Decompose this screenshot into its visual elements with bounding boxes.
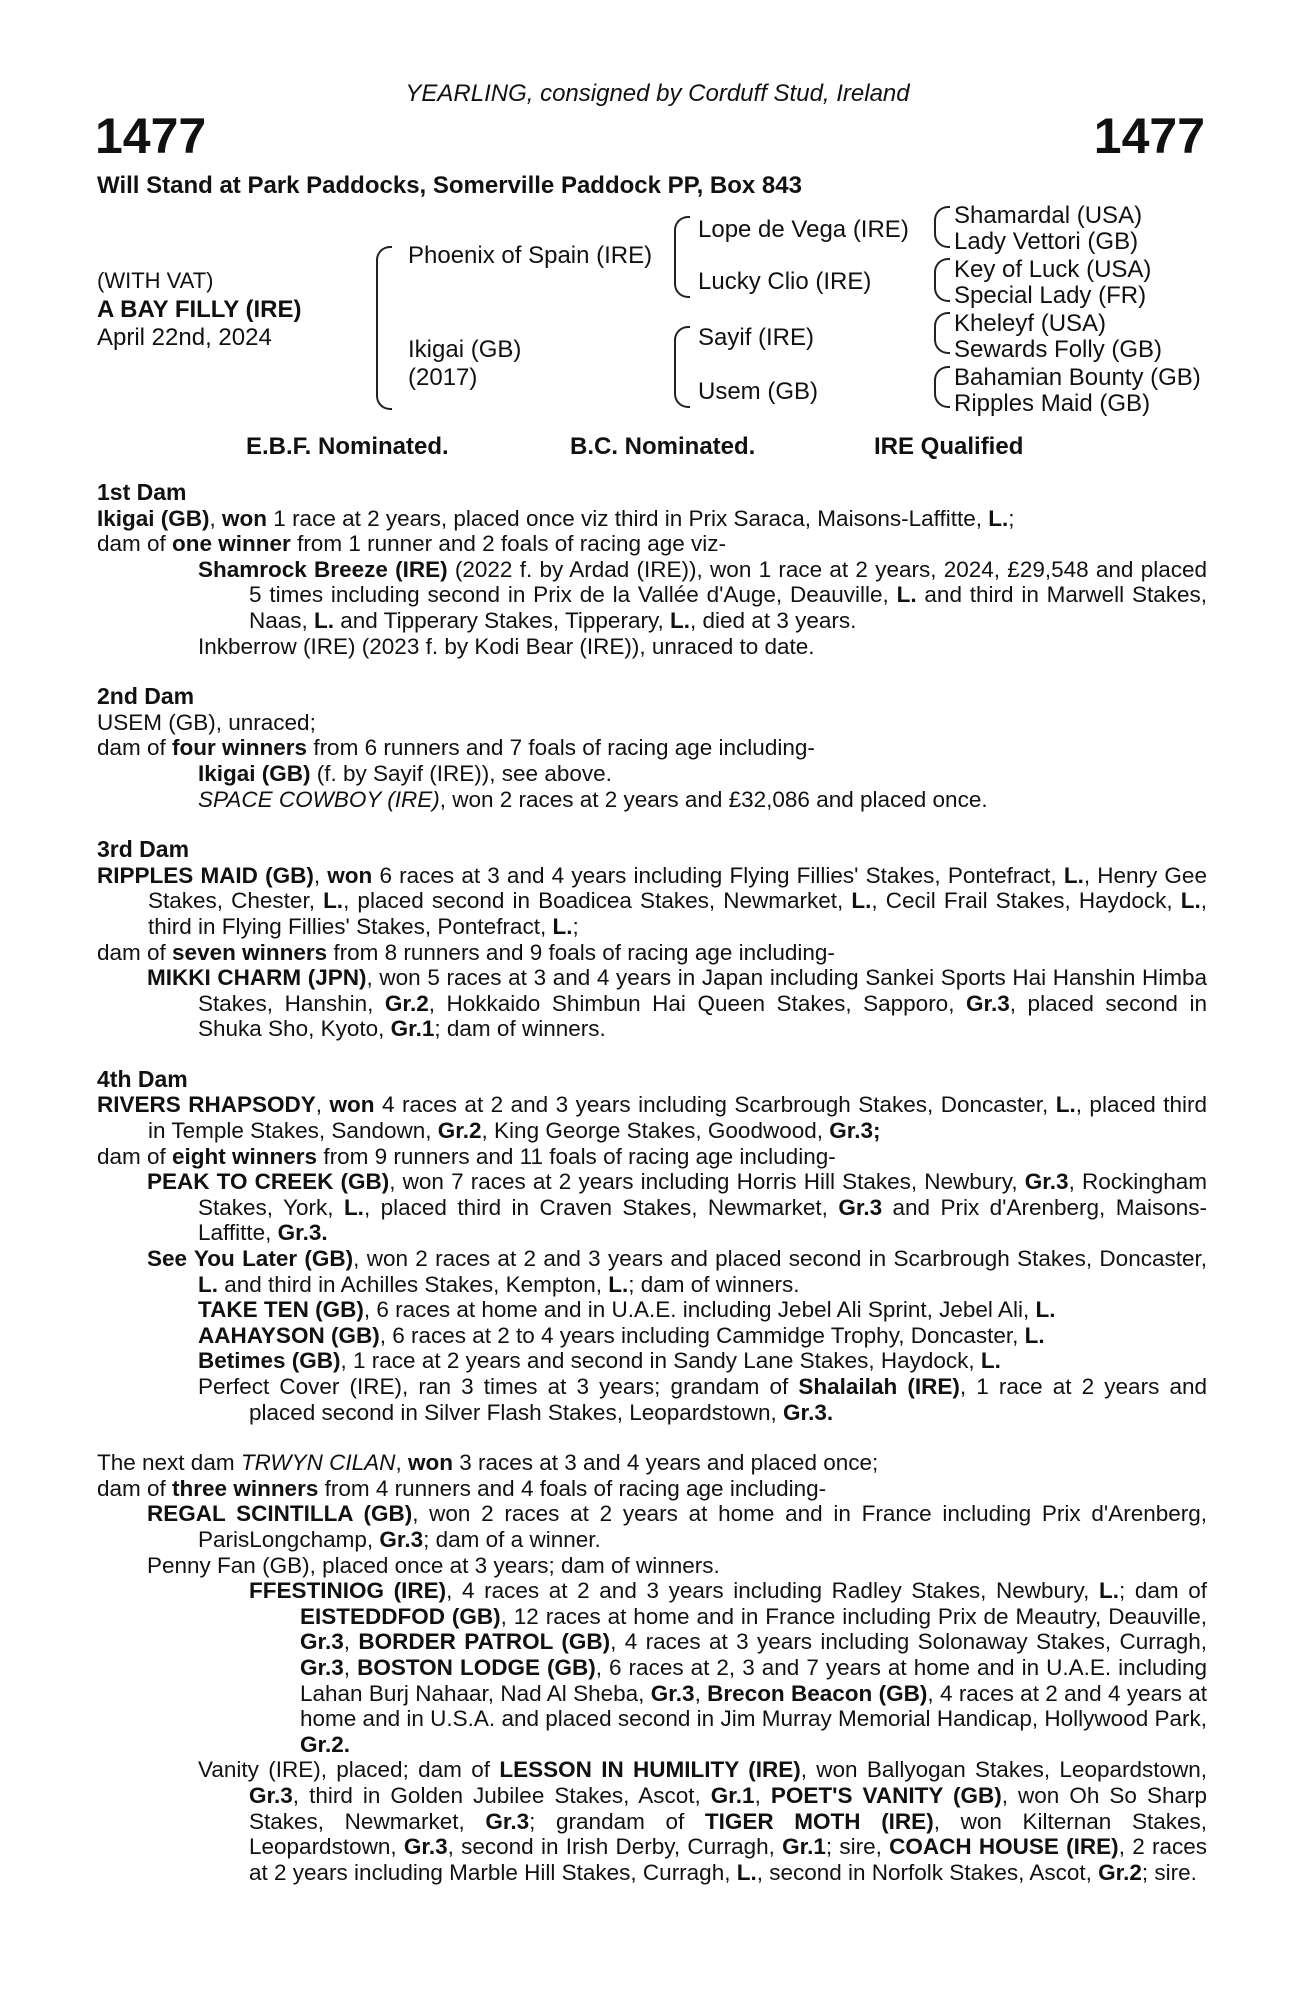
pedigree-g2: Lady Vettori (GB): [954, 228, 1139, 255]
first-dam-foal-1: Shamrock Breeze (IRE) (2022 f. by Ardad (IRE)), won 1 race at 2 years, 2024, £29,548 and placed 5 times including second in Prix de la Vallée d'Auge, Deauville, L. and third in Marwell Stakes, Naas, L. and Tipperary Stakes, Tipperary, L., died at 3 years.: [198, 556, 1208, 633]
catalogue-body: [97, 480, 1207, 1885]
brace-g8: [934, 386, 950, 408]
fourth-dam-heading: 4th Dam: [97, 1065, 188, 1092]
second-dam-heading: 2nd Dam: [97, 683, 195, 710]
fourth-dam-grandfoal-4: Perfect Cover (IRE), ran 3 times at 3 years; grandam of Shalailah (IRE), 1 race at 2 years and placed second in Silver Flash Stakes, Leopardstown, Gr.3.: [198, 1374, 1207, 1425]
foaling-date: April 22nd, 2024: [97, 324, 272, 351]
consignment-line: YEARLING, consigned by Corduff Stud, Ireland: [405, 80, 910, 107]
brace-g5: [934, 312, 950, 334]
pedigree-g5: Kheleyf (USA): [954, 310, 1107, 337]
lot-number-right: 1477: [1093, 108, 1205, 164]
stand-location: Will Stand at Park Paddocks, Somerville Paddock PP, Box 843: [97, 172, 802, 199]
third-dam-section: [97, 837, 1207, 1042]
brace-g6: [934, 332, 950, 354]
next-dam-record: The next dam TRWYN CILAN, won 3 races at 3 and 4 years and placed once;: [97, 1450, 879, 1476]
next-dam-foal-1: REGAL SCINTILLA (GB), won 2 races at 2 years at home and in France including Prix d'Arenberg, ParisLongchamp, Gr.3; dam of a winner.: [147, 1501, 1208, 1552]
next-dam-produce: dam of three winners from 4 runners and 4 foals of racing age including-: [97, 1475, 827, 1501]
first-dam-produce: dam of one winner from 1 runner and 2 foals of racing age viz-: [97, 531, 727, 557]
brace-sire-lower: [376, 338, 392, 410]
pedigree-g1: Shamardal (USA): [954, 202, 1143, 229]
next-dam-grandfoal-2: Vanity (IRE), placed; dam of LESSON IN HUMILITY (IRE), won Ballyogan Stakes, Leopardstown, Gr.3, third in Golden Jubilee Stakes, Ascot, Gr.1, POET'S VANITY (GB), won Oh So Sharp Stakes, Newmarket, Gr.3; grandam of TIGER MOTH (IRE), won Kilternan Stakes, Leopardstown, Gr.3, second in Irish Derby, Curragh, Gr.1; sire, COACH HOUSE (IRE), 2 races at 2 years including Marble Hill Stakes, Curragh, L., second in Norfolk Stakes, Ascot, Gr.2; sire.: [198, 1757, 1208, 1885]
pedigree-dam-dam: Usem (GB): [698, 378, 818, 405]
horse-name: A BAY FILLY (IRE): [97, 296, 302, 323]
brace-g7: [934, 366, 950, 388]
next-dam-grandfoal-1: FFESTINIOG (IRE), 4 races at 2 and 3 years including Radley Stakes, Newbury, L.; dam of EISTEDDFOD (GB), 12 races at home and in France including Prix de Meautry, Deauville, Gr.3, BORDER PATROL (GB), 4 races at 3 years including Solonaway Stakes, Curragh, Gr.3, BOSTON LODGE (GB), 6 races at 2, 3 and 7 years at home and in U.A.E. including Lahan Burj Nahaar, Nad Al Sheba, Gr.3, Brecon Beacon (GB), 4 races at 2 and 4 years at home and in U.S.A. and placed second in Jim Murray Memorial Handicap, Hollywood Park, Gr.2.: [249, 1578, 1208, 1757]
brace-dam-line-upper: [674, 326, 690, 368]
fourth-dam-grandfoal-3: Betimes (GB), 1 race at 2 years and second in Sandy Lane Stakes, Haydock, L.: [198, 1348, 1001, 1374]
third-dam-produce: dam of seven winners from 8 runners and 9 foals of racing age including-: [97, 939, 835, 965]
fourth-dam-grandfoal-2: AAHAYSON (GB), 6 races at 2 to 4 years including Cammidge Trophy, Doncaster, L.: [198, 1322, 1045, 1348]
brace-g3: [934, 258, 950, 280]
first-dam-heading: 1st Dam: [97, 479, 187, 505]
fourth-dam-produce: dam of eight winners from 9 runners and 11 foals of racing age including-: [97, 1143, 836, 1169]
pedigree-sire-sire: Lope de Vega (IRE): [698, 216, 909, 243]
fourth-dam-grandfoal-1: TAKE TEN (GB), 6 races at home and in U.A.E. including Jebel Ali Sprint, Jebel Ali, L.: [198, 1297, 1056, 1323]
second-dam-section: [97, 684, 1207, 812]
pedigree-g7: Bahamian Bounty (GB): [954, 364, 1201, 391]
next-dam-section: [97, 1450, 1207, 1885]
fourth-dam-section: [97, 1067, 1207, 1425]
brace-sire-upper: [376, 246, 392, 340]
pedigree-dam-sire: Sayif (IRE): [698, 324, 815, 351]
fourth-dam-foal-1: PEAK TO CREEK (GB), won 7 races at 2 years including Horris Hill Stakes, Newbury, Gr.3, Rockingham Stakes, York, L., placed third in Craven Stakes, Newmarket, Gr.3 and Prix d'Arenberg, Maisons-Laffitte, Gr.3.: [147, 1169, 1208, 1246]
pedigree-sire-dam: Lucky Clio (IRE): [698, 268, 872, 295]
pedigree-g8: Ripples Maid (GB): [954, 390, 1151, 417]
pedigree-g3: Key of Luck (USA): [954, 256, 1152, 283]
bc-nomination: B.C. Nominated.: [570, 433, 756, 460]
fourth-dam-record: RIVERS RHAPSODY, won 4 races at 2 and 3 years including Scarbrough Stakes, Doncaster, L., placed third in Temple Stakes, Sandown, Gr.2, King George Stakes, Goodwood, Gr.3;: [97, 1092, 1207, 1144]
ebf-nomination: E.B.F. Nominated.: [246, 433, 449, 460]
pedigree-g4: Special Lady (FR): [954, 282, 1147, 309]
pedigree-g6: Sewards Folly (GB): [954, 336, 1163, 363]
vat-note: (WITH VAT): [97, 268, 214, 293]
brace-g2: [934, 226, 950, 248]
brace-sire-line-lower: [674, 252, 690, 298]
brace-sire-line-upper: [674, 216, 690, 254]
pedigree-dam: Ikigai (GB): [408, 336, 522, 363]
second-dam-foal-2: SPACE COWBOY (IRE), won 2 races at 2 years and £32,086 and placed once.: [198, 786, 988, 812]
third-dam-heading: 3rd Dam: [97, 836, 190, 863]
third-dam-record: RIPPLES MAID (GB), won 6 races at 3 and 4 years including Flying Fillies' Stakes, Pontefract, L., Henry Gee Stakes, Chester, L., placed second in Boadicea Stakes, Newmarket, L., Cecil Frail Stakes, Haydock, L., third in Flying Fillies' Stakes, Pontefract, L.;: [97, 862, 1207, 939]
first-dam-record: Ikigai (GB), won 1 race at 2 years, placed once viz third in Prix Saraca, Maisons-Laffitte, L.;: [97, 505, 1015, 531]
second-dam-produce: dam of four winners from 6 runners and 7 foals of racing age including-: [97, 735, 815, 761]
first-dam-section: [97, 480, 1207, 659]
pedigree-sire: Phoenix of Spain (IRE): [408, 242, 653, 269]
brace-g1: [934, 206, 950, 228]
fourth-dam-foal-2: See You Later (GB), won 2 races at 2 and 3 years and placed second in Scarbrough Stakes, Doncaster, L. and third in Achilles Stakes, Kempton, L.; dam of winners.: [147, 1246, 1207, 1297]
first-dam-foal-2: Inkberrow (IRE) (2023 f. by Kodi Bear (IRE)), unraced to date.: [198, 633, 815, 659]
brace-g4: [934, 278, 950, 302]
next-dam-foal-2: Penny Fan (GB), placed once at 3 years; dam of winners.: [147, 1552, 720, 1578]
brace-dam-line-lower: [674, 366, 690, 408]
ire-qualified: IRE Qualified: [874, 433, 1024, 460]
second-dam-foal-1: Ikigai (GB) (f. by Sayif (IRE)), see above.: [198, 760, 612, 786]
lot-number-left: 1477: [95, 108, 207, 164]
pedigree-dam-year: (2017): [408, 364, 478, 391]
second-dam-record: USEM (GB), unraced;: [97, 709, 316, 735]
third-dam-foal-1: MIKKI CHARM (JPN), won 5 races at 3 and 4 years in Japan including Sankei Sports Hai Hanshin Himba Stakes, Hanshin, Gr.2, Hokkaido Shimbun Hai Queen Stakes, Sapporo, Gr.3, placed second in Shuka Sho, Kyoto, Gr.1; dam of winners.: [147, 965, 1207, 1042]
